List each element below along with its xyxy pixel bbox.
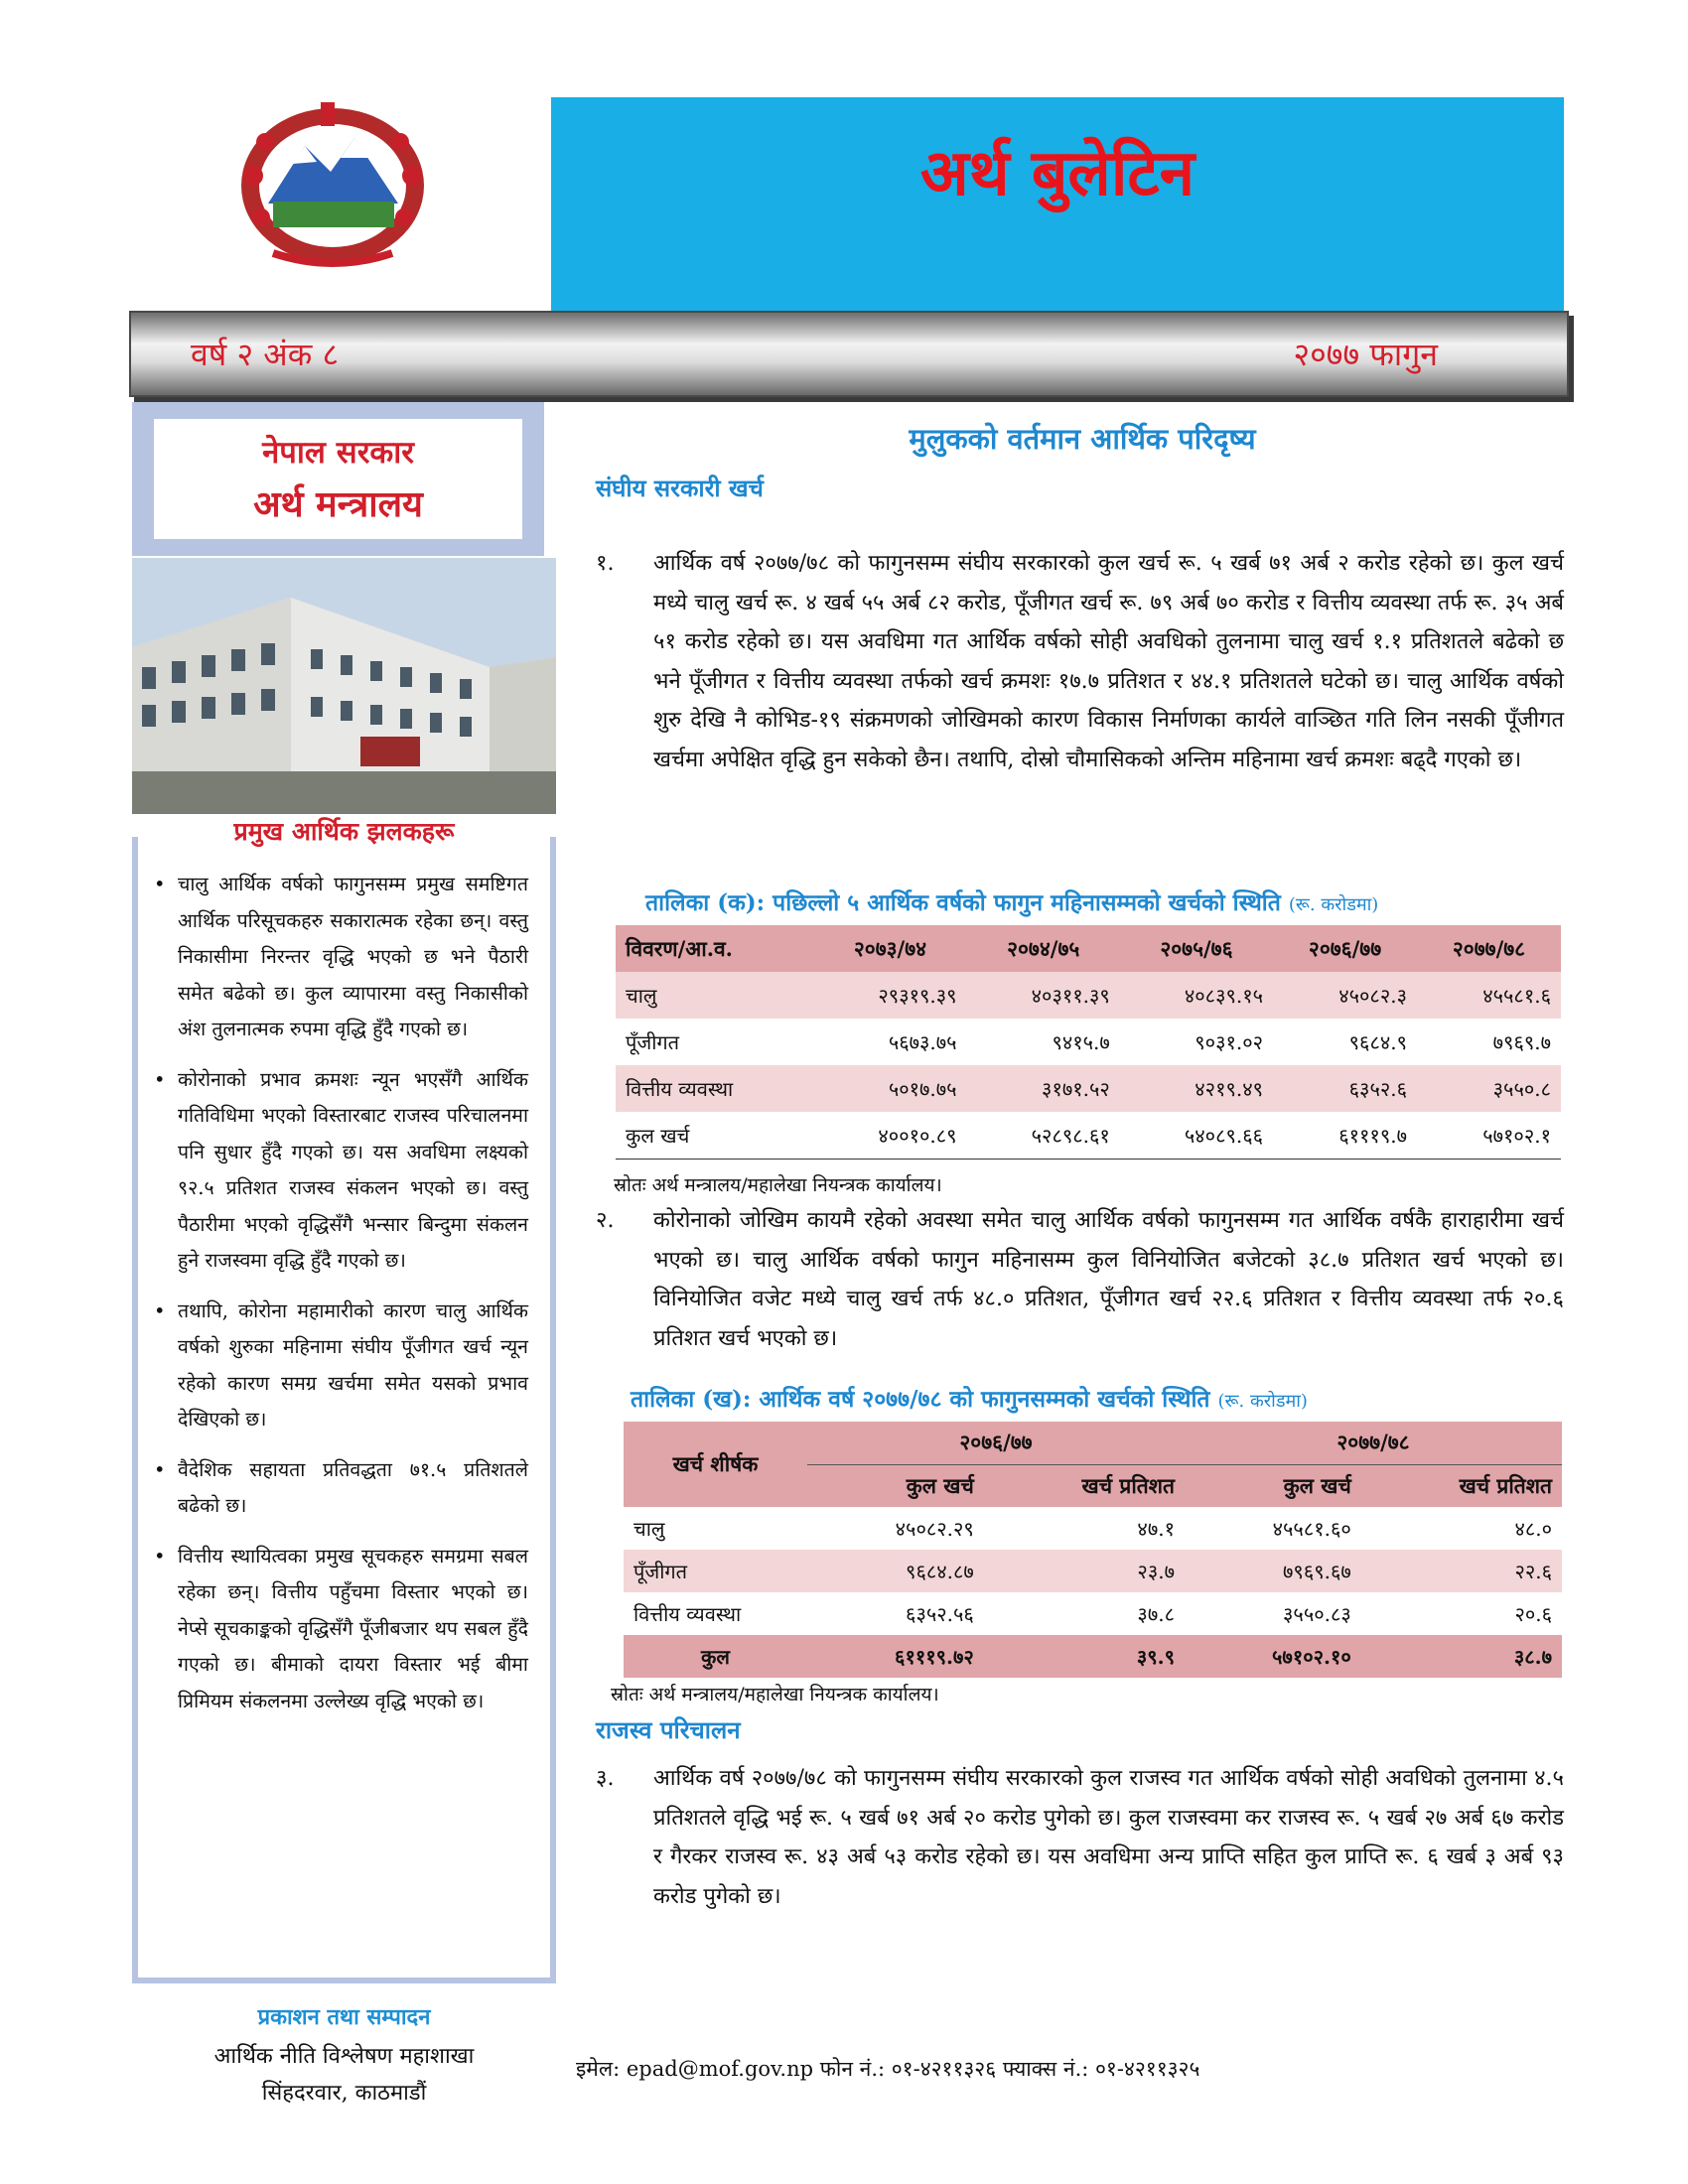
ministry-line2: अर्थ मन्त्रालय xyxy=(253,483,423,525)
table-row xyxy=(624,1592,1562,1635)
table-header-cell: कुल खर्च xyxy=(807,1464,984,1507)
table-a-unit: (रू. करोडमा) xyxy=(1288,894,1379,915)
table-b-caption xyxy=(631,1382,1308,1414)
table-cell: ५७१०२.१ xyxy=(1417,1112,1561,1159)
table-header-cell: २०७४/७५ xyxy=(967,925,1120,972)
table-cell: ४८.० xyxy=(1514,1517,1552,1541)
table-cell: ४५०८२.२९ xyxy=(895,1517,974,1541)
issue-bar xyxy=(129,311,1569,397)
table-row xyxy=(616,1112,1561,1159)
table-a-caption xyxy=(645,886,1378,917)
paragraph-3 xyxy=(596,1759,1564,1916)
contact-info: इमेल: epad@mof.gov.np फोन नं.: ०१-४२११३२६ फ्याक्स नं.: ०१-४२११३२५ xyxy=(576,2057,1200,2081)
table-cell: २३.७ xyxy=(984,1550,1185,1592)
bulletin-banner xyxy=(551,97,1564,311)
table-b-unit: (रू. करोडमा) xyxy=(1217,1391,1308,1412)
table-cell: ९०३१.०२ xyxy=(1195,1030,1264,1054)
table-cell: ३७.८ xyxy=(1137,1602,1175,1626)
table-cell: पूँजीगत xyxy=(624,1550,807,1592)
nepal-emblem xyxy=(213,94,452,273)
paragraph-1 xyxy=(596,544,1564,779)
table-cell: चालु xyxy=(616,972,813,1019)
table-header-cell: २०७३/७४ xyxy=(813,925,966,972)
table-a-title: तालिका (क): पछिल्लो ५ आर्थिक वर्षको फागुन महिनासम्मको खर्चको स्थिति xyxy=(645,889,1281,916)
table-row xyxy=(616,1019,1561,1065)
ministry-box xyxy=(132,402,544,556)
table-cell: ४५५८१.६० xyxy=(1272,1517,1351,1541)
paragraph-number: ३. xyxy=(596,1766,615,1791)
table-cell: २०.६ xyxy=(1514,1602,1552,1626)
ministry-line1: नेपाल सरकार xyxy=(262,435,414,471)
publisher-address: सिंहदरवार, काठमाडौं xyxy=(261,2081,427,2106)
table-cell: ६३५२.५६ xyxy=(906,1602,974,1626)
table-row xyxy=(624,1550,1562,1592)
table-cell: वित्तीय व्यवस्था xyxy=(616,1065,813,1112)
table-row xyxy=(616,972,1561,1019)
table-header-cell: विवरण/आ.व. xyxy=(616,925,813,972)
table-cell: ४०८३९.१५ xyxy=(1120,972,1273,1019)
table-cell: ३५५०.८ xyxy=(1417,1065,1561,1112)
paragraph-2 xyxy=(596,1201,1564,1358)
table-cell: ४००१०.८९ xyxy=(813,1112,966,1159)
main-title: मुलुकको वर्तमान आर्थिक परिदृष्य xyxy=(909,422,1256,456)
table-header-cell: २०७६/७७ xyxy=(807,1422,1185,1464)
table-cell: २२.६ xyxy=(1361,1550,1562,1592)
issue-number: वर्ष २ अंक ८ xyxy=(191,336,340,373)
publisher-title: प्रकाशन तथा सम्पादन xyxy=(257,2004,431,2030)
table-cell: ५६७३.७५ xyxy=(888,1030,957,1054)
table-cell: ५७१०२.१० xyxy=(1185,1635,1361,1678)
table-header-cell: खर्च प्रतिशत xyxy=(1361,1464,1562,1507)
table-total-row xyxy=(624,1635,1562,1678)
table-row xyxy=(624,1507,1562,1550)
expenditure-table-b xyxy=(624,1422,1562,1678)
table-cell: ४५०८२.३ xyxy=(1273,972,1417,1019)
highlights-title: प्रमुख आर्थिक झलकहरू xyxy=(233,817,455,846)
highlight-item: • वैदेशिक सहायता प्रतिवद्धता ७१.५ प्रतिशतले बढेको छ। xyxy=(178,1452,528,1525)
table-row xyxy=(616,1065,1561,1112)
table-header-row xyxy=(624,1422,1562,1464)
highlights-box xyxy=(132,837,556,1983)
highlight-item: • चालु आर्थिक वर्षको फागुनसम्म प्रमुख समष्टिगत आर्थिक परिसूचकहरु सकारात्मक रहेका छन्। वस्तु निकासीमा निरन्तर वृद्धि भएको छ भने पैठारी समेत बढेको छ। कुल व्यापारमा वस्तु निकासीको अंश तुलनात्मक रुपमा वृद्धि हुँदै गएको छ। xyxy=(178,867,528,1048)
table-cell: कुल खर्च xyxy=(616,1112,813,1159)
table-cell: ३१७१.५२ xyxy=(967,1065,1120,1112)
table-header-cell: २०७५/७६ xyxy=(1120,925,1273,972)
publisher-division: आर्थिक नीति विश्लेषण महाशाखा xyxy=(213,2044,475,2069)
table-cell: ९६८४.८७ xyxy=(807,1550,984,1592)
highlight-item: • कोरोनाको प्रभाव क्रमशः न्यून भएसँगै आर्थिक गतिविधिमा भएको विस्तारबाट राजस्व परिचालनमा पनि सुधार हुँदै गएको छ। यस अवधिमा लक्ष्यको ९२.५ प्रतिशत राजस्व संकलन भएको छ। वस्तु पैठारीमा भएको वृद्धिसँगै भन्सार बिन्दुमा संकलन हुने राजस्वमा वृद्धि हुँदै गएको छ। xyxy=(178,1062,528,1280)
table-cell: ७९६९.७ xyxy=(1492,1030,1551,1054)
table-header-cell: कुल खर्च xyxy=(1185,1464,1361,1507)
expenditure-table-a xyxy=(616,925,1561,1160)
table-cell: ३५५०.८३ xyxy=(1283,1602,1351,1626)
table-cell: ६३५२.६ xyxy=(1273,1065,1417,1112)
table-header-cell: खर्च प्रतिशत xyxy=(984,1464,1185,1507)
table-header-cell: २०७७/७८ xyxy=(1417,925,1561,972)
table-cell: २९३१९.३९ xyxy=(813,972,966,1019)
table-cell: ७९६९.६७ xyxy=(1185,1550,1361,1592)
table-cell: ५०१७.७५ xyxy=(813,1065,966,1112)
section-heading-revenue: राजस्व परिचालन xyxy=(596,1715,741,1744)
table-cell: चालु xyxy=(633,1517,665,1541)
paragraph-number: २. xyxy=(596,1208,615,1233)
table-cell: ६१११९.७ xyxy=(1273,1112,1417,1159)
bulletin-title: अर्थ बुलेटिन xyxy=(919,136,1196,210)
table-a-source: स्रोतः अर्थ मन्त्रालय/महालेखा नियन्त्रक कार्यालय। xyxy=(614,1174,942,1196)
table-cell: कुल xyxy=(624,1635,807,1678)
paragraph-text: आर्थिक वर्ष २०७७/७८ को फागुनसम्म संघीय सरकारको कुल राजस्व गत आर्थिक वर्षको सोही अवधिको तुलनामा ४.५ प्रतिशतले वृद्धि भई रू. ५ खर्ब ७१ अर्ब २० करोड पुगेको छ। कुल राजस्वमा कर राजस्व रू. ५ खर्ब २७ अर्ब ६७ करोड र गैरकर राजस्व रू. ४३ अर्ब ५३ करोड रहेको छ। यस अवधिमा अन्य प्राप्ति सहित कुल प्राप्ति रू. ६ खर्ब ३ अर्ब ९३ करोड पुगेको छ। xyxy=(653,1766,1564,1909)
table-cell: ५२८९८.६१ xyxy=(967,1112,1120,1159)
table-cell: ९४१५.७ xyxy=(1052,1030,1110,1054)
table-b-title: तालिका (ख): आर्थिक वर्ष २०७७/७८ को फागुनसम्मको खर्चको स्थिति xyxy=(631,1386,1210,1413)
table-header-cell: २०७७/७८ xyxy=(1185,1422,1562,1464)
table-header-cell: २०७६/७७ xyxy=(1273,925,1417,972)
ministry-building-photo xyxy=(132,558,556,814)
table-cell: ४२१९.४९ xyxy=(1120,1065,1273,1112)
table-header-row xyxy=(616,925,1561,972)
table-cell: ६१११९.७२ xyxy=(807,1635,984,1678)
highlight-item: • तथापि, कोरोना महामारीको कारण चालु आर्थिक वर्षको शुरुका महिनामा संघीय पूँजीगत खर्च न्यून रहेको कारण समग्र खर्चमा समेत यसको प्रभाव देखिएको छ। xyxy=(178,1294,528,1438)
table-cell: ९६८४.९ xyxy=(1348,1030,1407,1054)
table-b-source: स्रोतः अर्थ मन्त्रालय/महालेखा नियन्त्रक कार्यालय। xyxy=(611,1684,939,1706)
paragraph-text: कोरोनाको जोखिम कायमै रहेको अवस्था समेत चालु आर्थिक वर्षको फागुनसम्म गत आर्थिक वर्षकै हाराहारीमा खर्च भएको छ। चालु आर्थिक वर्षको फागुन महिनासम्म कुल विनियोजित बजेटको ३८.७ प्रतिशत खर्च भएको छ। विनियोजित वजेट मध्ये चालु खर्च तर्फ ४८.० प्रतिशत, पूँजीगत खर्च २२.६ प्रतिशत र वित्तीय व्यवस्था तर्फ २०.६ प्रतिशत खर्च भएको छ। xyxy=(653,1208,1564,1351)
paragraph-text: आर्थिक वर्ष २०७७/७८ को फागुनसम्म संघीय सरकारको कुल खर्च रू. ५ खर्ब ७१ अर्ब २ करोड रहेको छ। कुल खर्च मध्ये चालु खर्च रू. ४ खर्ब ५५ अर्ब ८२ करोड, पूँजीगत खर्च रू. ७९ अर्ब ७० करोड र वित्तीय व्यवस्था तर्फ रू. ३५ अर्ब ५१ करोड रहेको छ। यस अवधिमा गत आर्थिक वर्षको सोही अवधिको तुलनामा चालु खर्च १.१ प्रतिशतले बढेको छ भने पूँजीगत र वित्तीय व्यवस्था तर्फको खर्च क्रमशः १७.७ प्रतिशत र ४४.१ प्रतिशतले घटेको छ। चालु आर्थिक वर्षको शुरु देखि नै कोभिड-१९ संक्रमणको जोखिमको कारण विकास निर्माणका कार्यले वाञ्छित गति लिन नसकी पूँजीगत खर्चमा अपेक्षित वृद्धि हुन सकेको छैन। तथापि, दोस्रो चौमासिकको अन्तिम महिनामा खर्च क्रमशः बढ्दै गएको छ। xyxy=(653,551,1564,772)
table-cell: ५४०८९.६६ xyxy=(1120,1112,1273,1159)
issue-date: २०७७ फागुन xyxy=(1293,336,1438,373)
table-cell: ३८.७ xyxy=(1361,1635,1562,1678)
table-cell: वित्तीय व्यवस्था xyxy=(633,1602,742,1626)
table-cell: ३९.९ xyxy=(984,1635,1185,1678)
table-header-cell: खर्च शीर्षक xyxy=(624,1422,807,1507)
section-heading-expenditure: संघीय सरकारी खर्च xyxy=(596,474,764,502)
paragraph-number: १. xyxy=(596,551,615,576)
table-cell: ४७.१ xyxy=(1137,1517,1175,1541)
table-cell: ४५५८१.६ xyxy=(1417,972,1561,1019)
ministry-label xyxy=(154,419,522,539)
table-cell: पूँजीगत xyxy=(626,1030,680,1054)
table-cell: ४०३११.३९ xyxy=(967,972,1120,1019)
highlight-item: • वित्तीय स्थायित्वका प्रमुख सूचकहरु समग्रमा सबल रहेका छन्। वित्तीय पहुँचमा विस्तार भएको छ। नेप्से सूचकाङ्कको वृद्धिसँगै पूँजीबजार थप सबल हुँदै गएको छ। बीमाको दायरा विस्तार भई बीमा प्रिमियम संकलनमा उल्लेख्य वृद्धि भएको छ। xyxy=(178,1539,528,1720)
